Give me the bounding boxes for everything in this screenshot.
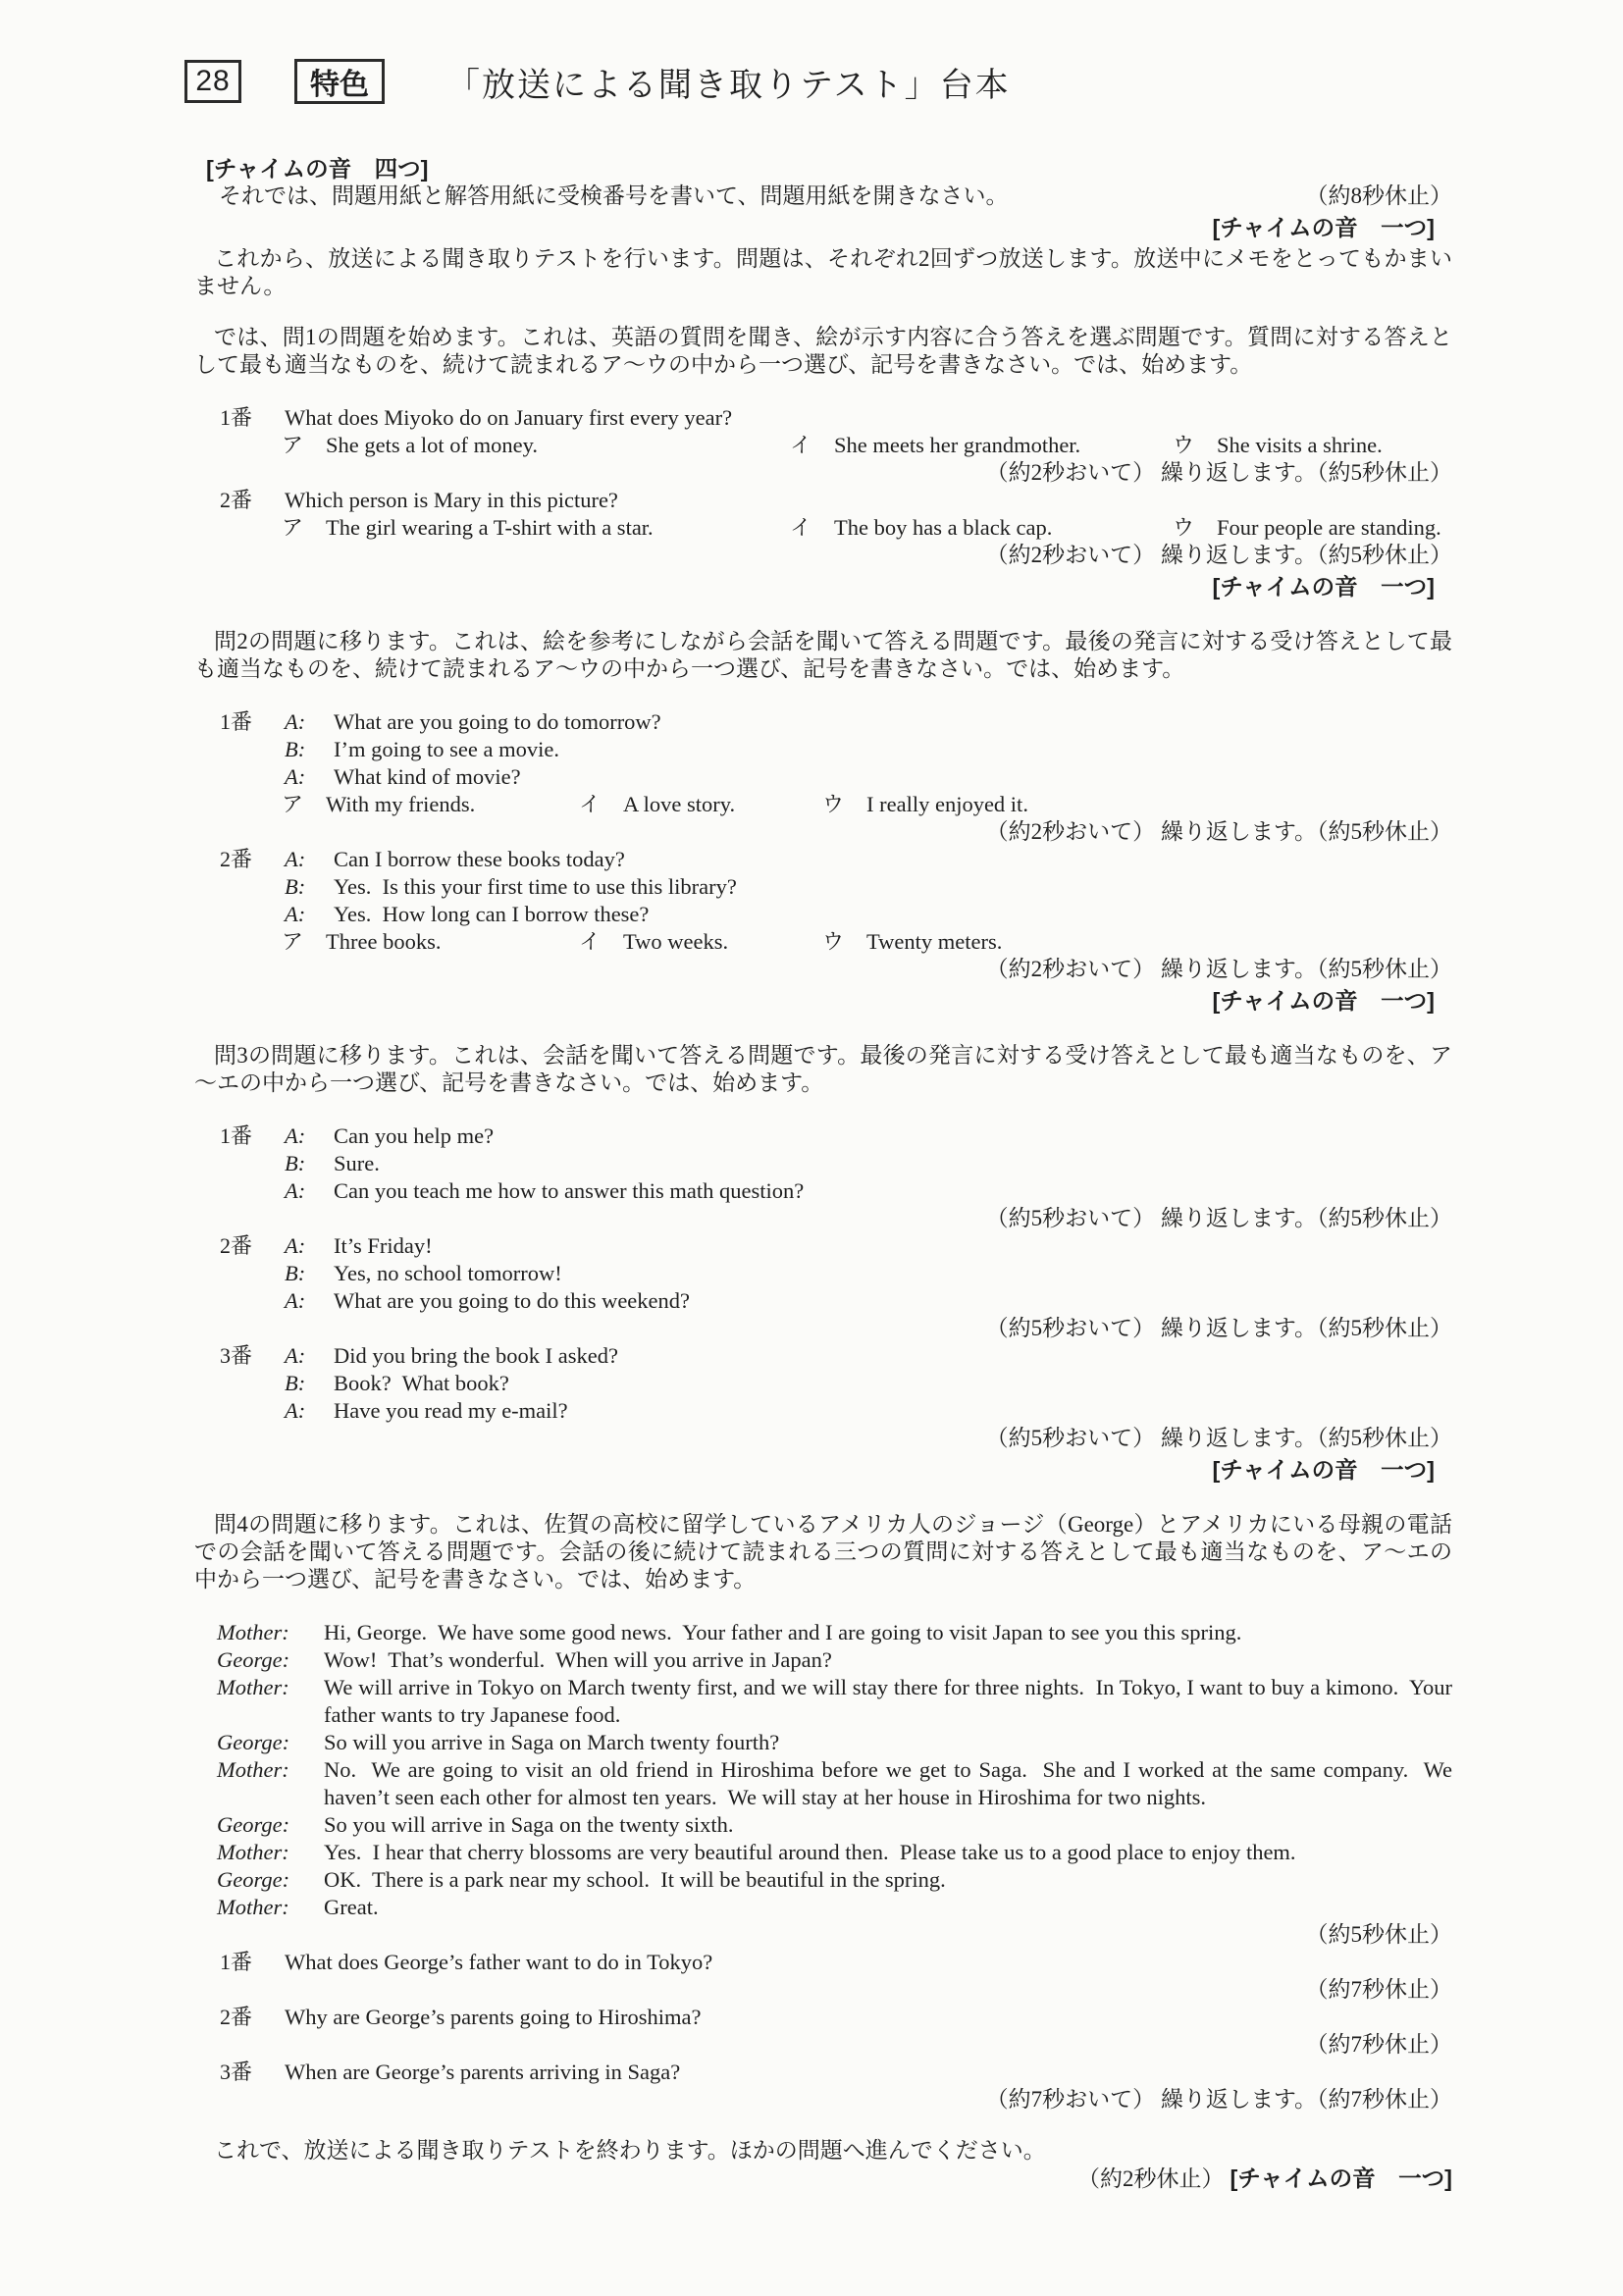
pause-note: （約2秒おいて） 繰り返します。（約5秒休止）: [985, 460, 1452, 485]
conversation-text: Great.: [324, 1895, 379, 1919]
option-text: With my friends.: [326, 792, 476, 816]
conversation-speaker: George:: [217, 1730, 290, 1754]
dialogue-speaker: A:: [285, 1123, 306, 1148]
part2-intro: 問2の問題に移ります。これは、絵を参考にしながら会話を聞いて答える問題です。最後の発言に対する受け答えとして最も適当なものを、続けて読まれるア～ウの中から一つ選び、記号を書きなさい。では、始めます。: [194, 629, 1452, 681]
dialogue-line: [194, 1370, 1452, 1397]
option-text: Twenty meters.: [866, 929, 1003, 954]
pause-note: （約5秒おいて） 繰り返します。（約5秒休止）: [985, 1206, 1452, 1230]
dialogue-text: Can you teach me how to answer this math question?: [334, 1178, 805, 1203]
dialogue-text: Yes. How long can I borrow these?: [334, 902, 650, 926]
dialogue-text: Sure.: [334, 1151, 380, 1175]
spacer: [220, 1260, 285, 1287]
dialogue-line: [194, 736, 1452, 763]
question-number-box: [184, 60, 241, 103]
dialogue-speaker: A:: [285, 902, 306, 926]
conversation-speaker: Mother:: [217, 1675, 289, 1699]
dialogue-text: Can I borrow these books today?: [334, 847, 625, 871]
conversation-speaker: Mother:: [217, 1620, 289, 1644]
option-u: [822, 791, 1028, 818]
conversation-speaker: Mother:: [217, 1757, 289, 1782]
item-number: 3番: [220, 2060, 253, 2084]
question-number: 28: [195, 65, 231, 97]
chime-one-row: [194, 573, 1452, 604]
part4-intro: 問4の問題に移ります。これは、佐賀の高校に留学しているアメリカ人のジョージ（George）とアメリカにいる母親の電話での会話を聞いて答える問題です。会話の後に続けて読まれる三つの質問に対する答えとして最も適当なものを、ア～エの中から一つ選び、記号を書きなさい。では、始めます。: [194, 1512, 1452, 1592]
part3-intro: 問3の問題に移ります。これは、会話を聞いて答える問題です。最後の発言に対する受け答えとして最も適当なものを、ア～エの中から一つ選び、記号を書きなさい。では、始めます。: [194, 1043, 1452, 1095]
option-text: Four people are standing.: [1217, 515, 1441, 540]
dialogue-text: I’m going to see a movie.: [334, 737, 559, 761]
conversation-line: [194, 1756, 1458, 1811]
conversation-text: Wow! That’s wonderful. When will you arrive in Japan?: [324, 1647, 832, 1672]
pause-note: （約2秒おいて） 繰り返します。（約5秒休止）: [985, 543, 1452, 567]
item-number: 2番: [220, 1233, 253, 1258]
part4-question-3: [194, 2059, 1452, 2086]
question-text: Which person is Mary in this picture?: [285, 488, 618, 512]
dialogue-line: [194, 1260, 1452, 1287]
chime-one-note: [チャイムの音 一つ]: [1212, 1457, 1435, 1483]
opening-instruction-row: [194, 183, 1452, 210]
conversation-line: [194, 1619, 1452, 1646]
chime-one-note: [チャイムの音 一つ]: [1230, 2166, 1452, 2191]
chime-one-note: [チャイムの音 一つ]: [1212, 574, 1435, 600]
option-u: [1173, 514, 1441, 542]
spacer: [220, 901, 285, 928]
option-text: I really enjoyed it.: [866, 792, 1028, 816]
item-number: 1番: [220, 405, 253, 430]
options-row: [282, 928, 1452, 956]
dialogue-text: Have you read my e-mail?: [334, 1398, 568, 1423]
option-label: ア: [282, 433, 304, 457]
dialogue-line: [194, 873, 1452, 901]
dialogue-line: [194, 1342, 1452, 1370]
dialogue-line: [194, 1287, 1452, 1315]
opening-instruction: それでは、問題用紙と解答用紙に受検番号を書いて、問題用紙を開きなさい。: [219, 183, 1009, 208]
conversation-speaker: Mother:: [217, 1895, 289, 1919]
conversation-text: Hi, George. We have some good news. Your father and I are going to visit Japan to see you this spring.: [324, 1620, 1242, 1644]
option-a: [282, 514, 790, 542]
part2-item-2: [194, 846, 1452, 983]
doc-title: 「放送による聞き取りテスト」台本: [446, 67, 1011, 104]
category-label: 特色: [310, 69, 369, 101]
option-i: [579, 928, 822, 956]
header: [184, 59, 1452, 104]
conversation-line: [194, 1674, 1458, 1729]
chime-one-note: [チャイムの音 一つ]: [1212, 215, 1435, 240]
pause-note: （約2秒おいて） 繰り返します。（約5秒休止）: [985, 819, 1452, 844]
item-number: 1番: [220, 1950, 253, 1974]
dialogue-speaker: A:: [285, 764, 306, 789]
option-label: ウ: [1173, 433, 1195, 457]
conversation-line: [194, 1866, 1452, 1894]
option-label: ウ: [822, 929, 845, 954]
option-u: [1173, 432, 1383, 459]
spacer: [220, 873, 285, 901]
item-number: 1番: [220, 709, 253, 734]
conversation-text: We will arrive in Tokyo on March twenty first, and we will stay there for three nights. In Tokyo, I want to buy a kimono. Your father wants to try Japanese food.: [324, 1675, 1458, 1727]
item-number: 2番: [220, 2005, 253, 2029]
spacer: [220, 1177, 285, 1205]
opening-announcement: これから、放送による聞き取りテストを行います。問題は、それぞれ2回ずつ放送します。放送中にメモをとってもかまいません。: [194, 246, 1452, 298]
conversation-line: [194, 1646, 1452, 1674]
part1-item-1: [194, 404, 1452, 487]
option-label: ウ: [1173, 515, 1195, 540]
options-row: [282, 791, 1452, 818]
spacer: [220, 763, 285, 791]
part3-item-1: [194, 1122, 1452, 1232]
pause-note: （約5秒休止）: [1305, 1922, 1452, 1947]
conversation-speaker: Mother:: [217, 1840, 289, 1864]
conversation-speaker: George:: [217, 1647, 290, 1672]
conversation-line: [194, 1729, 1452, 1756]
closing-text: これで、放送による聞き取りテストを終わります。ほかの問題へ進んでください。: [214, 2138, 1046, 2163]
chime-one-note: [チャイムの音 一つ]: [1212, 988, 1435, 1014]
conversation-text: OK. There is a park near my school. It will be beautiful in the spring.: [324, 1867, 946, 1892]
item-number: 1番: [220, 1123, 253, 1148]
dialogue-speaker: A:: [285, 847, 306, 871]
dialogue-speaker: B:: [285, 874, 306, 899]
chime-one-row: [194, 1456, 1452, 1487]
option-text: Three books.: [326, 929, 442, 954]
question-text: What does George’s father want to do in Tokyo?: [285, 1950, 713, 1974]
option-label: ア: [282, 929, 304, 954]
dialogue-speaker: A:: [285, 1398, 306, 1423]
pause-note: （約5秒おいて） 繰り返します。（約5秒休止）: [985, 1426, 1452, 1450]
conversation-text: No. We are going to visit an old friend in Hiroshima before we get to Saga. She and I worked at the same company. We haven’t seen each other for almost ten years. We will stay at her house in Hiroshima for two nights.: [324, 1757, 1458, 1809]
options-row: [282, 432, 1452, 459]
dialogue-speaker: A:: [285, 1288, 306, 1313]
option-text: She meets her grandmother.: [834, 433, 1081, 457]
dialogue-speaker: A:: [285, 1178, 306, 1203]
dialogue-text: Can you help me?: [334, 1123, 495, 1148]
dialogue-line: [194, 1177, 1452, 1205]
dialogue-line: [194, 1232, 1452, 1260]
option-u: [822, 928, 1002, 956]
option-a: [282, 791, 579, 818]
option-label: ア: [282, 515, 304, 540]
part3-item-2: [194, 1232, 1452, 1342]
spacer: [220, 1370, 285, 1397]
conversation-text: Yes. I hear that cherry blossoms are very beautiful around then. Please take us to a good place to enjoy them.: [324, 1840, 1296, 1864]
question-row: [194, 404, 1452, 432]
dialogue-speaker: A:: [285, 1343, 306, 1368]
spacer: [220, 1397, 285, 1425]
dialogue-line: [194, 1122, 1452, 1150]
part1-intro: では、問1の問題を始めます。これは、英語の質問を聞き、絵が示す内容に合う答えを選ぶ問題です。質問に対する答えとして最も適当なものを、続けて読まれるア～ウの中から一つ選び、記号を書きなさい。では、始めます。: [194, 325, 1452, 377]
chime-one-row: [194, 214, 1452, 245]
spacer: [220, 1287, 285, 1315]
dialogue-speaker: A:: [285, 709, 306, 734]
dialogue-text: Yes, no school tomorrow!: [334, 1261, 562, 1285]
pause-note: （約8秒休止）: [1305, 183, 1452, 208]
option-label: イ: [790, 433, 812, 457]
pause-note: （約7秒休止）: [1305, 1977, 1452, 2002]
option-label: イ: [579, 929, 602, 954]
option-label: ア: [282, 792, 304, 816]
dialogue-speaker: A:: [285, 1233, 306, 1258]
conversation-line: [194, 1839, 1452, 1866]
option-i: [790, 514, 1173, 542]
dialogue-line: [194, 763, 1452, 791]
chime-four-note: [チャイムの音 四つ]: [206, 156, 429, 182]
part1-item-2: [194, 487, 1452, 569]
option-i: [579, 791, 822, 818]
option-label: イ: [579, 792, 602, 816]
dialogue-speaker: B:: [285, 1261, 306, 1285]
part2-item-1: [194, 708, 1452, 846]
question-text: Why are George’s parents going to Hiroshima?: [285, 2005, 702, 2029]
dialogue-text: What are you going to do this weekend?: [334, 1288, 691, 1313]
dialogue-speaker: B:: [285, 737, 306, 761]
dialogue-line: [194, 1397, 1452, 1425]
option-a: [282, 928, 579, 956]
dialogue-text: It’s Friday!: [334, 1233, 433, 1258]
option-text: She gets a lot of money.: [326, 433, 539, 457]
conversation-line: [194, 1894, 1452, 1921]
closing-row: [194, 2165, 1452, 2193]
dialogue-line: [194, 846, 1452, 873]
dialogue-text: Did you bring the book I asked?: [334, 1343, 618, 1368]
spacer: [220, 1150, 285, 1177]
option-text: The boy has a black cap.: [834, 515, 1053, 540]
category-box: [294, 59, 385, 104]
spacer: [220, 736, 285, 763]
dialogue-text: What are you going to do tomorrow?: [334, 709, 661, 734]
pause-note: （約7秒休止）: [1305, 2032, 1452, 2057]
question-row: [194, 487, 1452, 514]
part3-item-3: [194, 1342, 1452, 1452]
option-label: イ: [790, 515, 812, 540]
pause-note: （約7秒おいて） 繰り返します。（約7秒休止）: [985, 2087, 1452, 2112]
dialogue-speaker: B:: [285, 1151, 306, 1175]
part4-conversation: [194, 1619, 1458, 1921]
pause-note: （約2秒休止）: [1077, 2166, 1225, 2191]
conversation-speaker: George:: [217, 1867, 290, 1892]
question-text: When are George’s parents arriving in Saga?: [285, 2060, 681, 2084]
part4-question-1: [194, 1949, 1452, 1976]
chime-one-row: [194, 987, 1452, 1018]
option-text: The girl wearing a T-shirt with a star.: [326, 515, 654, 540]
option-text: A love story.: [623, 792, 736, 816]
dialogue-line: [194, 901, 1452, 928]
dialogue-line: [194, 1150, 1452, 1177]
dialogue-text: What kind of movie?: [334, 764, 521, 789]
part4-question-2: [194, 2004, 1452, 2031]
dialogue-speaker: B:: [285, 1371, 306, 1395]
dialogue-line: [194, 708, 1452, 736]
question-text: What does Miyoko do on January first every year?: [285, 405, 733, 430]
conversation-line: [194, 1811, 1452, 1839]
conversation-text: So you will arrive in Saga on the twenty sixth.: [324, 1812, 734, 1837]
dialogue-text: Yes. Is this your first time to use this library?: [334, 874, 737, 899]
item-number: 3番: [220, 1343, 253, 1368]
conversation-text: So will you arrive in Saga on March twenty fourth?: [324, 1730, 780, 1754]
dialogue-text: Book? What book?: [334, 1371, 509, 1395]
option-text: Two weeks.: [623, 929, 729, 954]
pause-note: （約2秒おいて） 繰り返します。（約5秒休止）: [985, 957, 1452, 981]
option-a: [282, 432, 790, 459]
option-i: [790, 432, 1173, 459]
option-label: ウ: [822, 792, 845, 816]
options-row: [282, 514, 1452, 542]
item-number: 2番: [220, 847, 253, 871]
pause-note: （約5秒おいて） 繰り返します。（約5秒休止）: [985, 1316, 1452, 1340]
content: [194, 0, 1458, 2193]
item-number: 2番: [220, 488, 253, 512]
option-text: She visits a shrine.: [1217, 433, 1383, 457]
conversation-speaker: George:: [217, 1812, 290, 1837]
